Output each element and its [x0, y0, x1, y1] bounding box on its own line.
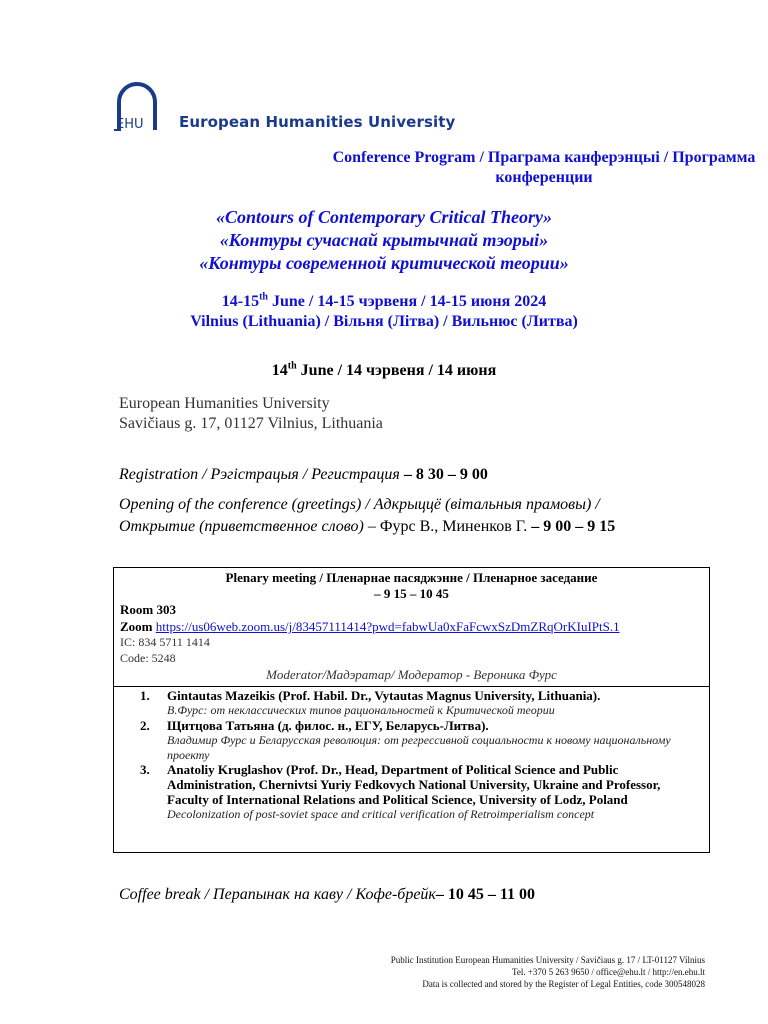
talk-topic: Владимир Фурс и Беларусская революция: от регрессивной социальности к новому национальному проекту	[167, 733, 671, 762]
page-footer	[391, 954, 705, 990]
footer-address: Public Institution European Humanities University / Savičiaus g. 17 / LT-01127 Vilnius	[390, 955, 705, 965]
zoom-label: Zoom	[120, 619, 153, 634]
svg-text:EHU: EHU	[116, 117, 144, 132]
talk-topic: Decolonization of post-soviet space and critical verification of Retroimperialism concept	[167, 807, 595, 821]
speaker-name: Anatoliy Kruglashov (Prof. Dr., Head, Department of Political Science and Public Administration, Chernivtsi Yuriy Fedkovych National University, Ukraine and Professor, Faculty of International Relations and Political Science, University of Lodz, Poland	[167, 762, 661, 807]
registration-line	[119, 464, 488, 486]
plenary-header	[114, 568, 709, 687]
program-title-block	[0, 148, 768, 188]
ehu-arch-icon	[113, 80, 173, 132]
opening-time: – 9 00 – 9 15	[527, 518, 616, 535]
talk-number: 1.	[140, 688, 150, 703]
coffee-break-line	[119, 884, 535, 906]
talk-number: 2.	[140, 718, 150, 733]
talk-number: 3.	[140, 762, 150, 777]
zoom-link[interactable]: https://us06web.zoom.us/j/83457111414?pwd=fabwUa0xFaFcwxSzDmZRqOrKIuIPtS.1	[155, 619, 620, 634]
day-heading: 14th June / 14 чэрвеня / 14 июня	[271, 360, 497, 379]
venue-street: Savičiaus g. 17, 01127 Vilnius, Lithuania	[119, 415, 383, 432]
location-line: Vilnius (Lithuania) / Вільня (Літва) / Вильнюс (Литва)	[190, 313, 578, 330]
speaker-name: Щитцова Татьяна (д. филос. н., ЕГУ, Беларусь-Литва).	[167, 718, 489, 733]
venue-name: European Humanities University	[119, 395, 330, 412]
logo-university-name: European Humanities University	[179, 113, 456, 131]
plenary-title: Plenary meeting / Пленарнае пасяджэнне / Пленарное заседание – 9 15 – 10 45	[225, 570, 598, 601]
zoom-line	[120, 619, 620, 635]
theme-english: «Contours of Contemporary Critical Theory»	[215, 207, 553, 227]
zoom-passcode: Code: 5248	[120, 651, 176, 665]
opening-line	[119, 494, 615, 538]
opening-label: Opening of the conference (greetings) / Адкрыццё (вітальныя прамовы) /	[119, 496, 600, 513]
dates-line: 14-15th June / 14-15 чэрвеня / 14-15 июня 2024	[221, 291, 547, 310]
conference-dates	[0, 292, 768, 332]
zoom-meeting-id: IC: 834 5711 1414	[120, 635, 210, 649]
conference-theme	[0, 206, 768, 275]
talk-topic: В.Фурс: от неклассических типов рациональностей к Критической теории	[167, 703, 555, 717]
theme-russian: «Контуры современной критической теории»	[199, 253, 569, 273]
footer-contacts: Tel. +370 5 263 9650 / office@ehu.lt / http://en.ehu.lt	[511, 967, 705, 977]
coffee-break-label: Coffee break / Перапынак на каву / Кофе-брейк	[119, 886, 436, 903]
theme-belarusian: «Контуры сучаснай крытычнай тэорыі»	[219, 230, 549, 250]
coffee-break-time: – 10 45 – 11 00	[435, 886, 536, 903]
plenary-table	[113, 567, 710, 853]
opening-label-ru: Открытие (приветственное слово)	[119, 518, 364, 535]
opening-speakers: – Фурс В., Миненков Г.	[363, 518, 528, 535]
room-number: Room 303	[120, 602, 176, 617]
program-title: Conference Program / Праграма канферэнцыі / Программа конференции	[332, 149, 756, 186]
registration-label: Registration / Рэгістрацыя / Регистрация	[119, 466, 400, 483]
venue-address	[119, 394, 383, 434]
registration-time: – 8 30 – 9 00	[399, 466, 488, 483]
moderator: Moderator/Мадэратар/ Модератор - Вероника Фурс	[266, 667, 557, 682]
speaker-name: Gintautas Mazeikis (Prof. Habil. Dr., Vytautas Magnus University, Lithuania).	[167, 688, 601, 703]
footer-registry: Data is collected and stored by the Register of Legal Entities, code 300548028	[422, 979, 705, 989]
